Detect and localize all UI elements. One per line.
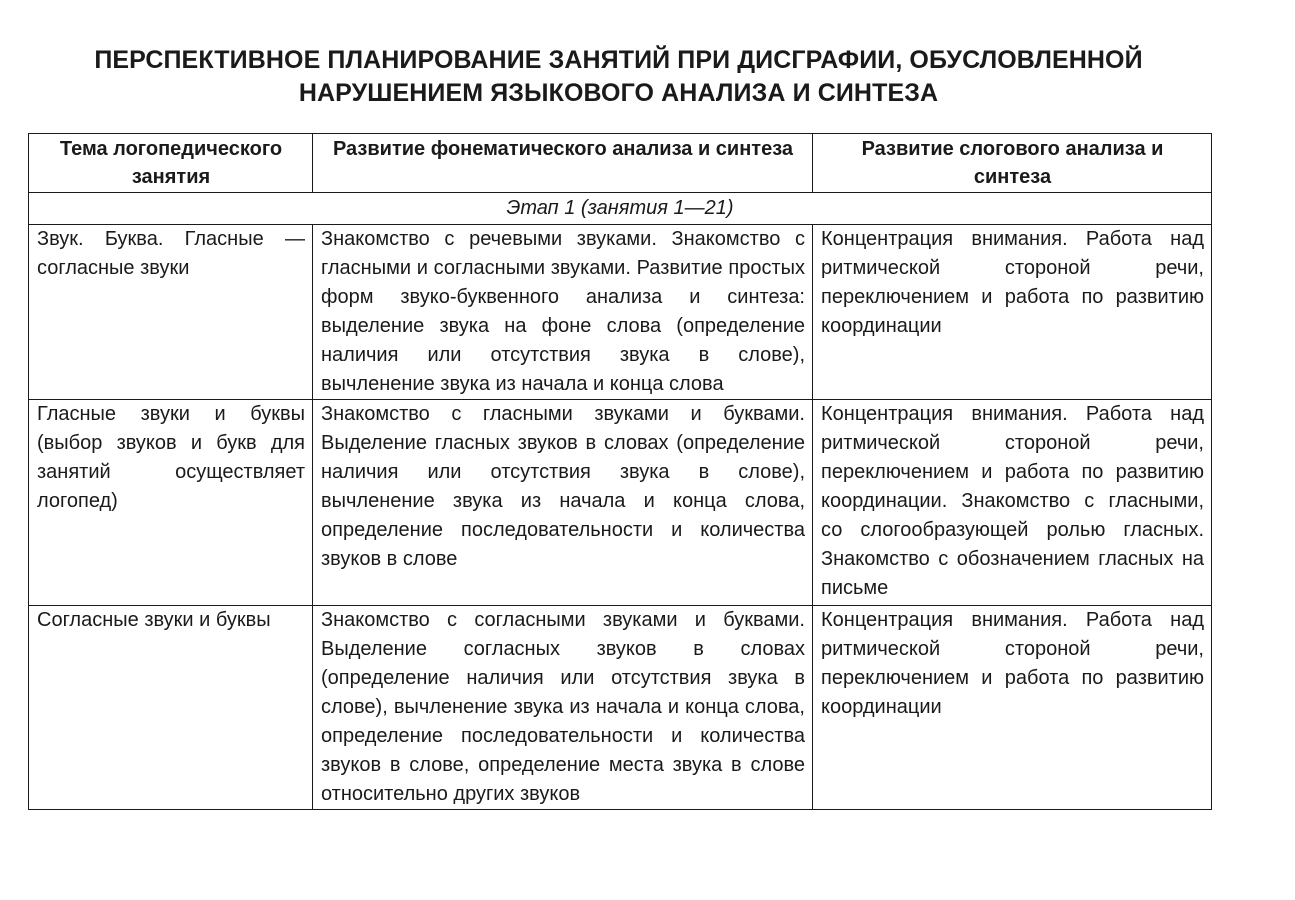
header-syllabic: Развитие слогового анализа и синтеза: [813, 134, 1212, 193]
table-row: [29, 225, 1212, 400]
row-phonemic: Знакомство с гласными звуками и буквами. Выделение гласных звуков в словах (определение наличия или отсутствия звука в слове), вычленение звука из начала и конца слова, определение последовательности и количества звуков в слове: [313, 400, 813, 606]
row-syllabic: Концентрация внимания. Работа над ритмической стороной речи, переключением и работа по развитию координации: [813, 606, 1212, 810]
row-phonemic: Знакомство с речевыми звуками. Знакомство с гласными и согласными звуками. Развитие простых форм звуко-буквенного анализа и синтеза: выделение звука на фоне слова (определение наличия или отсутствия звука в слове), вычленение звука из начала и конца слова: [313, 225, 813, 400]
header-phonemic: Развитие фонематического анализа и синтеза: [313, 134, 813, 193]
table-header-row: [29, 134, 1212, 193]
row-phonemic: Знакомство с согласными звуками и буквами. Выделение согласных звуков в словах (определение наличия или отсутствия звука в слове), вычленение звука из начала и конца слова, определение последовательности и количества звуков в слове, определение места звука в слове относительно других звуков: [313, 606, 813, 810]
row-syllabic: Концентрация внимания. Работа над ритмической стороной речи, переключением и работа по развитию координации. Знакомство с гласными, со слогообразующей ролью гласных. Знакомство с обозначением гласных на письме: [813, 400, 1212, 606]
planning-table: [28, 133, 1212, 810]
stage-label: Этап 1 (занятия 1—21): [29, 193, 1212, 225]
row-topic: Согласные звуки и буквы: [29, 606, 313, 810]
page-title: [0, 44, 1237, 110]
row-topic: Гласные звуки и буквы (выбор звуков и букв для занятий осуществляет логопед): [29, 400, 313, 606]
table-row: [29, 606, 1212, 810]
stage-row: [29, 193, 1212, 225]
row-topic: Звук. Буква. Гласные — согласные звуки: [29, 225, 313, 400]
header-topic: Тема логопедического занятия: [29, 134, 313, 193]
title-line-2: НАРУШЕНИЕМ ЯЗЫКОВОГО АНАЛИЗА И СИНТЕЗА: [298, 79, 939, 107]
table-row: [29, 400, 1212, 606]
title-line-1: ПЕРСПЕКТИВНОЕ ПЛАНИРОВАНИЕ ЗАНЯТИЙ ПРИ ДИСГРАФИИ, ОБУСЛОВЛЕННОЙ: [94, 46, 1143, 74]
row-syllabic: Концентрация внимания. Работа над ритмической стороной речи, переключением и работа по развитию координации: [813, 225, 1212, 400]
